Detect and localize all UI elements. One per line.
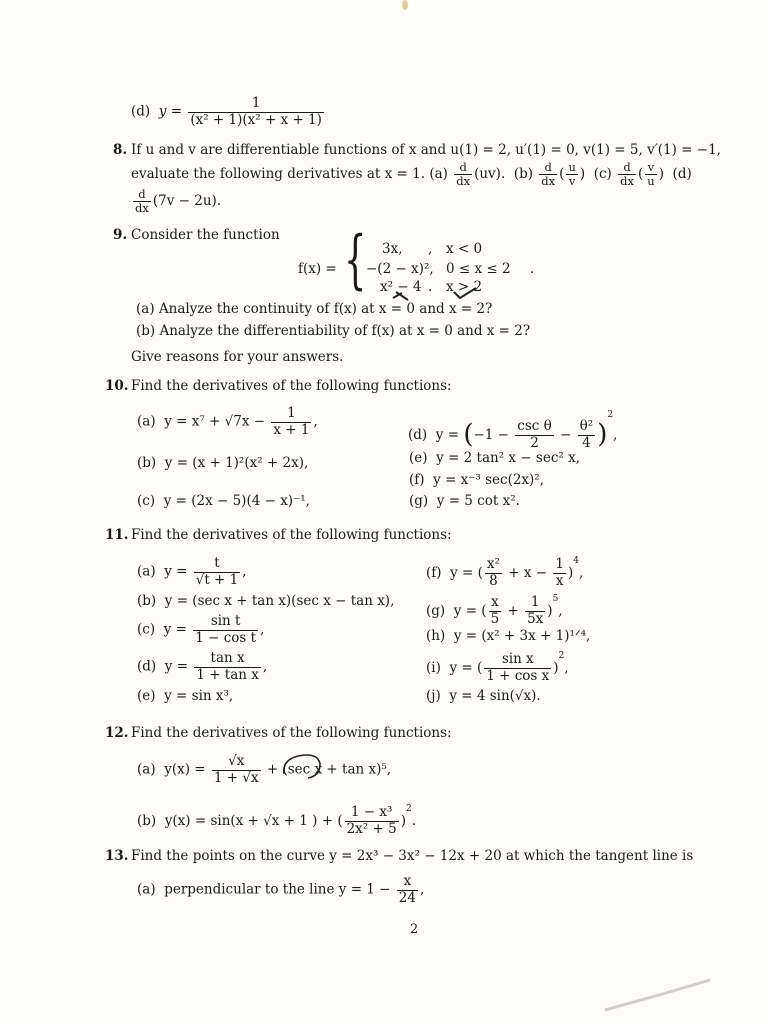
problem-11e: (e) y = sin x³, — [137, 688, 234, 704]
problem-11f: (f) y = ( $\frac{\text{x²}}{8}$ + x − $\frac{1}{x}$ )$^4$, — [426, 556, 584, 589]
problem-7d: (d) y = $\frac{1}{\text{(x² + 1)(x² + x + 1)}}$ — [131, 95, 322, 128]
piecewise-case-1-sep: , — [428, 241, 433, 257]
problem-8-line2: evaluate the following derivatives at x = 1. (a) $\frac{d}{dx}$ (uv). (b) $\frac{d}{dx}$ ( $\frac{u}{v}$ ) (c) $\frac{d}{dx}$ ( $\frac{v}{u}$ ) (d) — [131, 160, 692, 189]
scan-smudge-top — [398, 0, 412, 14]
fraction: $\frac{1}{x}$ — [555, 556, 564, 589]
fraction: $\frac{x}{5}$ — [490, 594, 500, 627]
scan-smudge-bottom — [600, 975, 720, 1015]
piecewise-brace: { — [344, 223, 367, 297]
ddx: $\frac{d}{dx}$ — [541, 160, 556, 189]
handwritten-circle — [278, 748, 326, 782]
problem-11d: (d) y = $\frac{\text{tan x}}{\text{1 + tan x}}$ , — [137, 650, 268, 683]
ddx: $\frac{d}{dx}$ — [620, 160, 634, 189]
problem-10d: (d) y = (−1 − $\frac{\text{csc θ}}{2}$ − $\frac{\text{θ²}}{4}$ )$^2$, — [408, 410, 618, 451]
problem-9-number: 9. — [113, 227, 128, 243]
fraction: $\frac{1}{x + 1}$ — [273, 405, 310, 438]
problem-9b: (b) Analyze the differentiability of f(x) at x = 0 and x = 2? — [136, 323, 531, 339]
handwritten-tick-mark — [452, 286, 480, 302]
problem-11i: (i) y = ( $\frac{\text{sin x}}{\text{1 + cos x}}$ )$^2$, — [426, 651, 569, 684]
problem-10b: (b) y = (x + 1)²(x² + 2x), — [137, 455, 309, 471]
problem-11-intro: Find the derivatives of the following functions: — [131, 527, 452, 543]
problem-12-number: 12. — [105, 725, 129, 741]
problem-13-number: 13. — [105, 848, 129, 864]
page-number: 2 — [410, 922, 419, 937]
fraction: $\frac{1}{5x}$ — [527, 594, 544, 627]
problem-11-number: 11. — [105, 527, 129, 543]
problem-11h: (h) y = (x² + 3x + 1)¹ᐟ⁴, — [426, 628, 591, 644]
problem-8-line3: $\frac{d}{dx}$ (7v − 2u). — [135, 187, 222, 216]
fraction: $\frac{\text{tan x}}{\text{1 + tan x}}$ — [196, 650, 259, 683]
problem-13-intro: Find the points on the curve y = 2x³ − 3x² − 12x + 20 at which the tangent line is — [131, 848, 694, 864]
problem-10f: (f) y = x⁻³ sec(2x)², — [409, 472, 545, 488]
piecewise-end: . — [530, 261, 535, 277]
piecewise-case-2-cond: 0 ≤ x ≤ 2 — [446, 261, 511, 277]
fraction: $\frac{\text{sin t}}{\text{1 − cos t}}$ — [195, 613, 257, 646]
problem-11c: (c) y = $\frac{\text{sin t}}{\text{1 − cos t}}$ , — [137, 613, 265, 646]
fraction: $\frac{\text{1 − x³}}{\text{2x² + 5}}$ — [346, 804, 397, 837]
ddx: $\frac{d}{dx}$ — [135, 187, 149, 216]
problem-9-intro: Consider the function — [131, 227, 280, 243]
problem-9-reasons: Give reasons for your answers. — [131, 349, 344, 365]
problem-11j: (j) y = 4 sin(√x). — [426, 688, 541, 704]
problem-12-intro: Find the derivatives of the following functions: — [131, 725, 452, 741]
problem-12a: (a) y(x) = $\frac{√x}{1 + √x}$ + (sec x + tan x)⁵, — [137, 753, 392, 786]
piecewise-case-3-sep: . — [428, 279, 433, 295]
piecewise-lhs: f(x) = — [298, 261, 337, 277]
u-over-v: $\frac{u}{v}$ — [568, 160, 576, 189]
problem-10a: (a) y = x⁷ + √7x − $\frac{1}{x + 1}$ , — [137, 405, 318, 438]
problem-9a: (a) Analyze the continuity of f(x) at x = 0 and x = 2? — [136, 301, 493, 317]
fraction: $\frac{√x}{1 + √x}$ — [213, 753, 259, 786]
problem-11a: (a) y = $\frac{t}{√t + 1}$ , — [137, 555, 247, 588]
v-over-u: $\frac{v}{u}$ — [647, 160, 655, 189]
fraction: $\frac{1}{\text{(x² + 1)(x² + x + 1)}}$ — [190, 95, 322, 128]
problem-10-number: 10. — [105, 378, 129, 394]
problem-10g: (g) y = 5 cot x². — [409, 493, 520, 509]
fraction: $\frac{\text{θ²}}{4}$ — [579, 418, 594, 451]
piecewise-case-1-expr: 3x, — [382, 241, 403, 257]
piecewise-case-2-expr: −(2 − x)², — [366, 261, 434, 277]
problem-11b: (b) y = (sec x + tan x)(sec x − tan x), — [137, 593, 395, 609]
fraction: $\frac{t}{√t + 1}$ — [195, 555, 239, 588]
fraction: $\frac{\text{csc θ}}{2}$ — [517, 418, 552, 451]
piecewise-case-3-expr: x² − 4 — [380, 279, 422, 295]
piecewise-case-3-cond: x > 2 — [446, 279, 483, 295]
problem-10-intro: Find the derivatives of the following functions: — [131, 378, 452, 394]
problem-8-line1: If u and v are differentiable functions of x and u(1) = 2, u′(1) = 0, v(1) = 5, v′(1) = −1, — [131, 142, 721, 158]
problem-13a: (a) perpendicular to the line y = 1 − $\frac{x}{24}$ , — [137, 873, 425, 906]
fraction: $\frac{\text{sin x}}{\text{1 + cos x}}$ — [486, 651, 550, 684]
problem-8-number: 8. — [113, 142, 128, 158]
fraction: $\frac{\text{x²}}{8}$ — [486, 556, 500, 589]
problem-10c: (c) y = (2x − 5)(4 − x)⁻¹, — [137, 493, 310, 509]
problem-10e: (e) y = 2 tan² x − sec² x, — [409, 450, 580, 466]
piecewise-case-1-cond: x < 0 — [446, 241, 483, 257]
ddx: $\frac{d}{dx}$ — [456, 160, 471, 189]
fraction: $\frac{x}{24}$ — [398, 873, 416, 906]
problem-12b: (b) y(x) = sin(x + √x + 1 ) + ( $\frac{\text{1 − x³}}{\text{2x² + 5}}$ )$^2$. — [137, 804, 417, 837]
problem-11g: (g) y = ( $\frac{x}{5}$ + $\frac{1}{5x}$ )$^5$, — [426, 594, 563, 627]
